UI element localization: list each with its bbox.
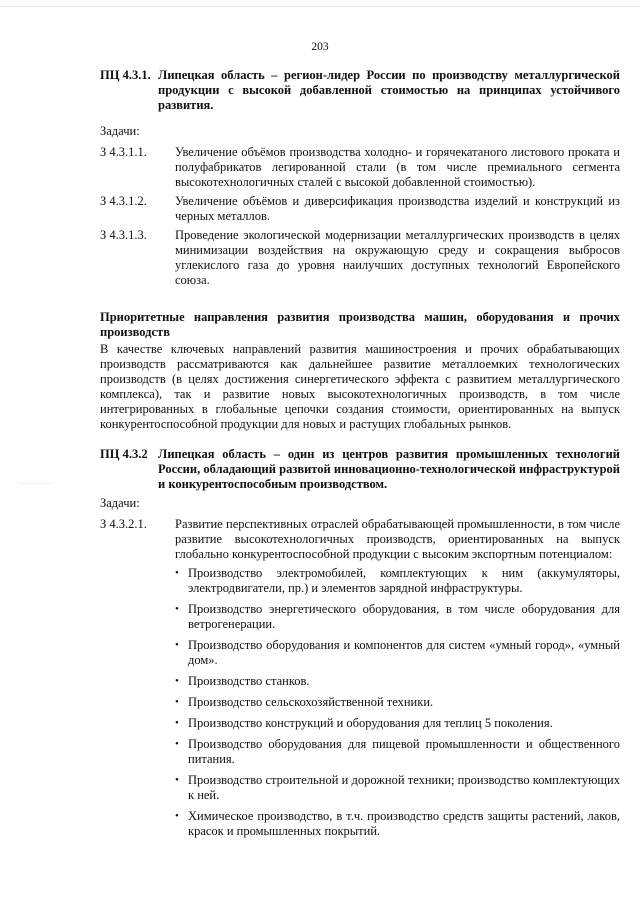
section-heading-block [100, 310, 620, 340]
list-item-text: Производство энергетического оборудования, в том числе оборудования для ветрогенерации. [188, 602, 620, 631]
list-item-text: Производство сельскохозяйственной техники. [188, 695, 434, 709]
bullet-icon: • [175, 774, 179, 786]
bullet-icon: • [175, 567, 179, 579]
task-item [100, 228, 620, 288]
bullet-icon: • [175, 675, 179, 687]
margin-mark [18, 483, 52, 484]
section-paragraph: В качестве ключевых направлений развития машиностроения и прочих обрабатывающих производств рассматриваются как дальнейшее развитие металлоемких технологических производств (в целях достижения синергетического эффекта с развитием металлургического комплекса), так и развитие новых высокотехнологичных производств, в том числе интегрированных в глобальные цепочки создания стоимости, ориентированных на выпуск конкурентоспособной продукции для новых и растущих глобальных рынков. [100, 342, 620, 431]
tasks-label: Задачи: [100, 496, 140, 510]
task-text: Проведение экологической модернизации металлургических производств в целях минимизации воздействия на окружающую среду и сокращения выбросов углекислого газа до уровня наилучших доступных технологий Европейского союза. [175, 228, 620, 287]
goal-code: ПЦ 4.3.2 [100, 447, 148, 461]
goal-4-3-1 [100, 68, 620, 113]
bullet-icon: • [175, 810, 179, 822]
bullet-icon: • [175, 639, 179, 651]
bullet-icon: • [175, 603, 179, 615]
goal-title: Липецкая область – регион-лидер России по производству металлургической продукции с высокой добавленной стоимостью на принципах устойчивого развития. [158, 68, 620, 112]
tasks-label: Задачи: [100, 124, 140, 138]
list-item [175, 695, 620, 710]
bullet-icon: • [175, 717, 179, 729]
bullet-list [175, 566, 620, 839]
list-item-text: Производство оборудования и компонентов для систем «умный город», «умный дом». [188, 638, 620, 667]
task-code: З 4.3.1.3. [100, 228, 147, 242]
list-item [175, 716, 620, 731]
list-item-text: Производство строительной и дорожной техники; производство комплектующих к ней. [188, 773, 620, 802]
list-item-text: Производство конструкций и оборудования для теплиц 5 поколения. [188, 716, 553, 730]
list-item [175, 674, 620, 689]
task-text: Увеличение объёмов и диверсификация производства изделий и конструкций из черных металлов. [175, 194, 620, 223]
list-item [175, 809, 620, 839]
list-item-text: Химическое производство, в т.ч. производство средств защиты растений, лаков, красок и промышленных покрытий. [188, 809, 620, 838]
task-list-1 [100, 145, 620, 292]
list-item-text: Производство оборудования для пищевой промышленности и общественного питания. [188, 737, 620, 766]
list-item [175, 773, 620, 803]
list-item-text: Производство электромобилей, комплектующих к ним (аккумуляторы, электродвигатели, пр.) и элементов зарядной инфраструктуры. [188, 566, 620, 595]
page-number: 203 [311, 41, 329, 53]
task-list-2 [100, 517, 620, 849]
list-item [175, 737, 620, 767]
section-paragraph-block [100, 342, 620, 432]
tasks-section-1 [100, 124, 620, 139]
top-border [0, 6, 640, 7]
task-item [100, 145, 620, 190]
task-text: Развитие перспективных отраслей обрабатывающей промышленности, в том числе развитие высокотехнологичных производств, ориентированных на выпуск глобально конкурентоспособной продукции с высоким экспортным потенциалом: [175, 517, 620, 561]
list-item [175, 566, 620, 596]
list-item-text: Производство станков. [188, 674, 310, 688]
task-body [175, 517, 620, 845]
bullet-icon: • [175, 738, 179, 750]
task-item [100, 194, 620, 224]
goal-code: ПЦ 4.3.1. [100, 68, 151, 82]
section-heading: Приоритетные направления развития производства машин, оборудования и прочих производств [100, 310, 620, 339]
task-code: З 4.3.2.1. [100, 517, 147, 531]
task-code: З 4.3.1.2. [100, 194, 147, 208]
task-code: З 4.3.1.1. [100, 145, 147, 159]
list-item [175, 602, 620, 632]
bullet-icon: • [175, 696, 179, 708]
task-item [100, 517, 620, 845]
list-item [175, 638, 620, 668]
goal-title: Липецкая область – один из центров развития промышленных технологий России, обладающий развитой инновационно-технологической инфраструктурой и конкурентоспособным производством. [158, 447, 620, 491]
goal-4-3-2 [100, 447, 620, 492]
tasks-section-2 [100, 496, 620, 511]
task-text: Увеличение объёмов производства холодно- и горячекатаного листового проката и полуфабрикатов легированной стали (в том числе премиального сегмента высокотехнологичных сталей с высокой добавленной стоимостью). [175, 145, 620, 189]
